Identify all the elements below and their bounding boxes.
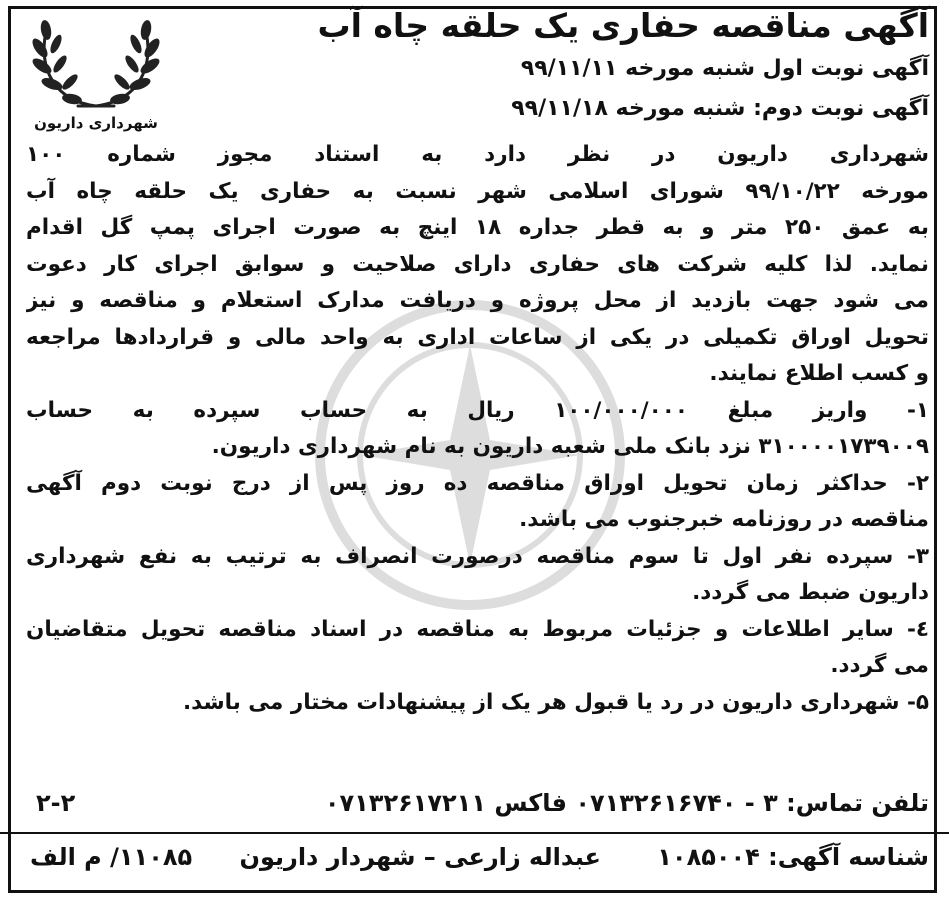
body-line: به عمق ۲۵۰ متر و به قطر جداره ۱۸ اینچ به صورت اجرای پمپ گل اقدام bbox=[26, 215, 929, 240]
body-line: می شود جهت بازدید از محل پروژه و دریافت مدارک استعلام و مناقصه و نیز bbox=[26, 288, 929, 313]
footer-divider bbox=[0, 832, 949, 834]
body-line: شهرداری داریون در نظر دارد به استناد مجوز شماره ۱۰۰ bbox=[26, 142, 929, 167]
condition-4: ٤- سایر اطلاعات و جزئیات مربوط به مناقصه در اسناد مناقصه تحویل متقاضیان bbox=[26, 616, 929, 642]
contact-numbers: تلفن تماس: ۳ - ۰۷۱۳۲۶۱۶۷۴۰ فاکس ۰۷۱۳۲۶۱۷۲۱۱ bbox=[324, 789, 929, 817]
condition-2-cont: مناقصه در روزنامه خبرجنوب می باشد. bbox=[519, 507, 929, 532]
ad-body bbox=[26, 137, 929, 721]
contact-code: ۲-۲ bbox=[36, 789, 76, 817]
condition-1-cont: ۳۱۰۰۰۰۱۷۳۹۰۰۹ نزد بانک ملی شعبه داریون به نام شهرداری داریون. bbox=[211, 434, 929, 459]
ref-code: ۱۱۰۸۵/ م الف bbox=[30, 843, 193, 871]
municipality-logo bbox=[16, 6, 176, 136]
contact-row bbox=[26, 786, 929, 820]
body-line: تحویل اوراق تکمیلی در یکی از ساعات اداری به واحد مالی و قراردادها مراجعه bbox=[26, 324, 929, 350]
condition-2: ۲- حداکثر زمان تحویل اوراق مناقصه ده روز پس از درج نوبت دوم آگهی bbox=[26, 470, 929, 496]
ad-title: آگهی مناقصه حفاری یک حلقه چاه آب bbox=[317, 6, 929, 45]
condition-5: ۵- شهرداری داریون در رد یا قبول هر یک از پیشنهادات مختار می باشد. bbox=[182, 689, 929, 715]
signature-row bbox=[26, 840, 929, 874]
condition-3: ۳- سپرده نفر اول تا سوم مناقصه درصورت انصراف به ترتیب به نفع شهرداری bbox=[26, 543, 929, 569]
logo-caption: شهرداری داریون bbox=[34, 114, 158, 132]
laurel-wreath-icon bbox=[16, 6, 176, 114]
condition-1: ۱- واریز مبلغ ۱۰۰/۰۰۰/۰۰۰ ریال به حساب سپرده به حساب bbox=[26, 397, 929, 423]
body-line: و کسب اطلاع نمایند. bbox=[709, 361, 929, 386]
signatory: عبداله زارعی – شهردار داریون bbox=[239, 843, 601, 871]
condition-4-cont: می گردد. bbox=[830, 653, 929, 678]
body-line: نماید. لذا کلیه شرکت های حفاری دارای صلاحیت و سوابق اجرای کار دعوت bbox=[26, 251, 929, 277]
second-publication-date: آگهی نوبت دوم: شنبه مورخه ۹۹/۱۱/۱۸ bbox=[511, 96, 929, 121]
condition-3-cont: داریون ضبط می گردد. bbox=[692, 580, 929, 605]
first-publication-date: آگهی نوبت اول شنبه مورخه ۹۹/۱۱/۱۱ bbox=[520, 56, 929, 81]
ad-id: شناسه آگهی: ۱۰۸۵۰۰۴ bbox=[657, 843, 929, 871]
body-line: مورخه ۹۹/۱۰/۲۲ شورای اسلامی شهر نسبت به حفاری یک حلقه چاه آب bbox=[26, 178, 929, 204]
